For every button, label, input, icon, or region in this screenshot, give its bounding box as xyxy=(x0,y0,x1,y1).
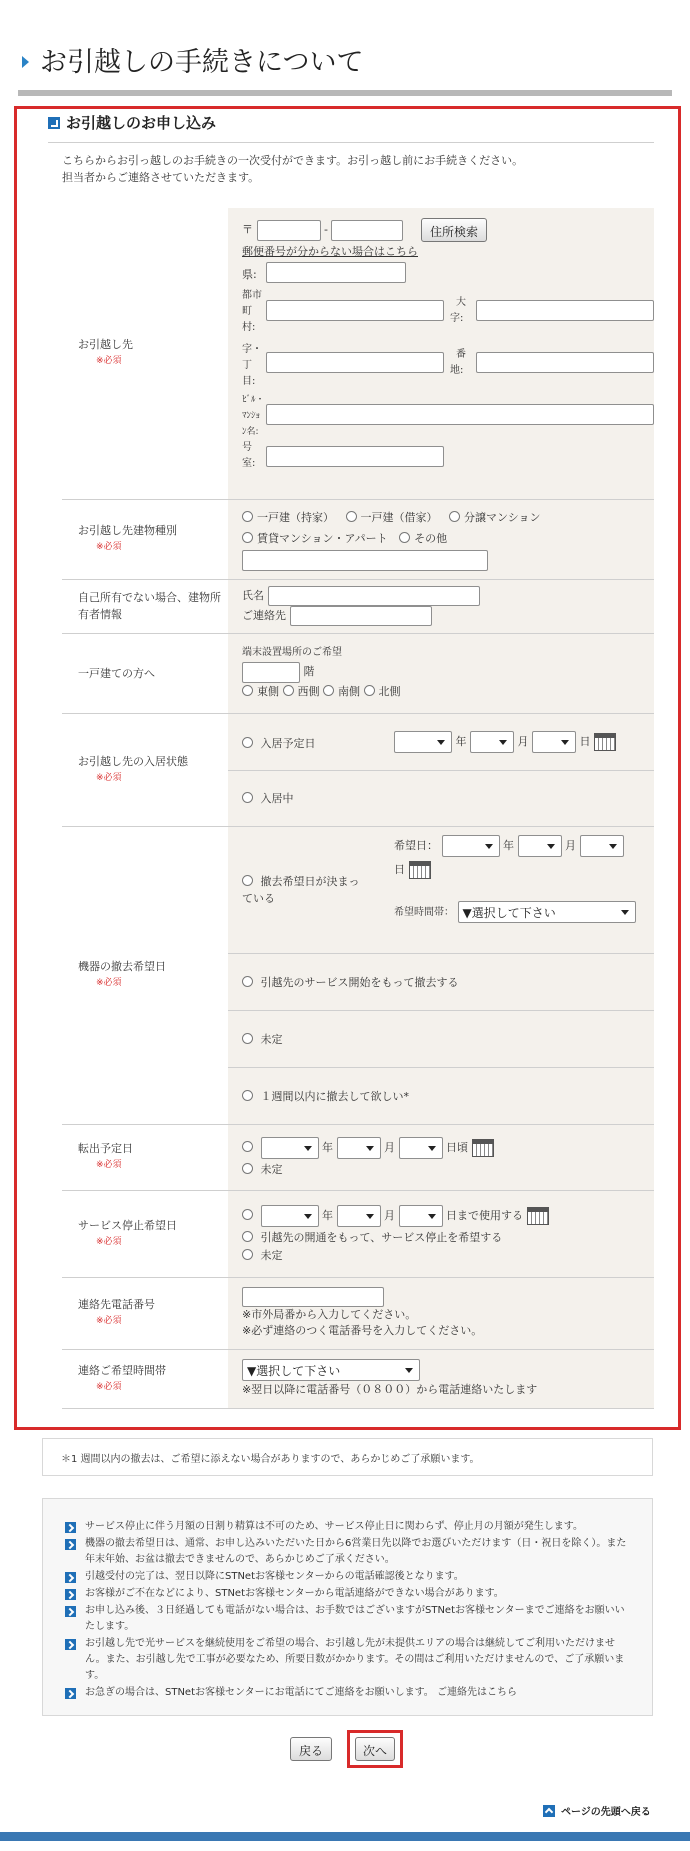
page-top-link[interactable]: ページの先頭へ戻る xyxy=(543,1803,651,1818)
footer-bar xyxy=(0,1832,690,1841)
service-stop-label-cell xyxy=(62,1190,228,1277)
arrow-up-icon xyxy=(543,1805,555,1817)
row-moveout xyxy=(62,1124,654,1190)
service-stop-fields xyxy=(228,1190,654,1277)
postal-code-2-input[interactable] xyxy=(331,220,403,241)
required-mark: ※必須 xyxy=(96,772,122,783)
oaza-label-2: 字: xyxy=(450,313,464,324)
radio-icon[interactable] xyxy=(242,792,253,803)
postal-separator: - xyxy=(324,223,328,236)
month-label: 月 xyxy=(565,838,576,852)
radio-icon[interactable] xyxy=(364,685,375,696)
day-suffix-label: 日まで使用する xyxy=(446,1208,523,1222)
banchi-input[interactable] xyxy=(476,352,654,373)
month-label: 月 xyxy=(517,734,529,748)
notice-item: お急ぎの場合は、STNetお客様センターにお電話にてご連絡をお願いします。 ご連絡先はこちら xyxy=(65,1685,634,1701)
moveout-undecided-option[interactable]: 未定 xyxy=(242,1161,644,1177)
radio-icon[interactable] xyxy=(242,1249,253,1260)
year-label: 年 xyxy=(455,734,467,748)
chome-label-1: 字・ xyxy=(242,344,262,355)
direction-west[interactable]: 西側 xyxy=(283,685,320,698)
phone-input[interactable] xyxy=(242,1287,384,1307)
title-arrow-icon xyxy=(22,56,29,68)
radio-icon[interactable] xyxy=(242,511,253,522)
row-address xyxy=(62,208,654,499)
radio-icon[interactable] xyxy=(242,976,253,987)
city-label-3: 村: xyxy=(242,322,256,333)
intro-line-2: 担当者からご連絡させていただきます。 xyxy=(62,171,260,184)
calendar-icon[interactable] xyxy=(527,1207,549,1225)
removal-time-select[interactable]: ▼選択して下さい xyxy=(458,901,636,923)
move-in-month-select[interactable] xyxy=(470,731,514,753)
direction-south[interactable]: 南側 xyxy=(323,685,360,698)
section-divider xyxy=(48,142,654,143)
notice-item: 引越受付の完了は、翌日以降にSTNetお客様センターからの電話確認後となります。 xyxy=(65,1569,634,1585)
row-move-in-1 xyxy=(62,713,654,770)
owner-contact-input[interactable] xyxy=(290,606,432,626)
building-type-option-3[interactable]: 分譲マンション xyxy=(449,511,541,524)
year-label: 年 xyxy=(322,1208,333,1222)
page-title: お引越しの手続きについて xyxy=(40,47,364,78)
banchi-label-2: 地: xyxy=(450,365,464,376)
removal-undecided-option[interactable]: 未定 xyxy=(242,1033,283,1046)
owner-name-input[interactable] xyxy=(268,586,480,606)
city-label-1: 都市 xyxy=(242,290,262,301)
intro-line-1: こちらからお引っ越しのお手続きの一次受付ができます。お引っ越し前にお手続きください。 xyxy=(62,154,524,167)
calendar-icon[interactable] xyxy=(409,861,431,879)
move-in-label: お引越し先の入居状態 xyxy=(78,754,188,768)
required-mark: ※必須 xyxy=(96,1381,122,1392)
removal-time-label: 希望時間帯： xyxy=(394,906,454,918)
phone-fields xyxy=(228,1277,654,1349)
postal-code-1-input[interactable] xyxy=(257,220,321,241)
building-input[interactable] xyxy=(266,404,654,425)
building-type-option-2[interactable]: 一戸建（借家） xyxy=(346,511,438,524)
contact-time-label-cell xyxy=(62,1349,228,1408)
direction-north[interactable]: 北側 xyxy=(364,685,401,698)
service-stop-day-select[interactable] xyxy=(399,1205,443,1227)
phone-label-cell xyxy=(62,1277,228,1349)
room-input[interactable] xyxy=(266,446,444,467)
service-stop-undecided-option[interactable]: 未定 xyxy=(242,1247,644,1263)
page-title-area xyxy=(18,40,672,94)
application-form xyxy=(62,208,654,1409)
service-stop-with-open-option[interactable]: 引越先の開通をもって、サービス停止を希望する xyxy=(242,1229,644,1245)
removal-label: 機器の撤去希望日 xyxy=(78,960,166,973)
bullet-arrow-icon xyxy=(65,1539,76,1550)
moveout-day-select[interactable] xyxy=(399,1137,443,1159)
moveout-year-select[interactable] xyxy=(261,1137,319,1159)
building-type-option-5[interactable]: その他 xyxy=(399,532,447,545)
removal-within-week xyxy=(228,1067,654,1124)
removal-label-cell xyxy=(62,826,228,1124)
title-divider xyxy=(18,90,672,96)
building-label-1: ﾋﾞﾙ・ xyxy=(242,395,265,405)
banchi-label-1: 番 xyxy=(456,349,466,360)
floor-input[interactable] xyxy=(242,662,300,683)
building-type-option-4[interactable]: 賃貸マンション・アパート xyxy=(242,532,388,545)
building-type-label-cell xyxy=(62,499,228,579)
removal-undecided xyxy=(228,1010,654,1067)
back-button[interactable]: 戻る xyxy=(290,1737,332,1761)
phone-note-2: ※必ず連絡のつく電話番号を入力してください。 xyxy=(242,1324,483,1337)
month-label: 月 xyxy=(384,1141,395,1154)
removal-year-select[interactable] xyxy=(442,835,500,857)
radio-icon[interactable] xyxy=(346,511,357,522)
oaza-label-1: 大 xyxy=(456,297,466,308)
row-contact-time xyxy=(62,1349,654,1408)
removal-date-label: 希望日： xyxy=(394,838,438,852)
calendar-icon[interactable] xyxy=(472,1139,494,1157)
contact-time-note: ※翌日以降に電話番号（０８００）から電話連絡いたします xyxy=(242,1382,538,1396)
removal-day-select[interactable] xyxy=(580,835,624,857)
removal-month-select[interactable] xyxy=(518,835,562,857)
radio-icon[interactable] xyxy=(242,737,253,748)
day-label: 日 xyxy=(394,862,405,876)
radio-icon[interactable] xyxy=(283,685,294,696)
row-service-stop xyxy=(62,1190,654,1277)
prefecture-label: 県: xyxy=(242,268,257,281)
moveout-label: 転出予定日 xyxy=(78,1142,133,1155)
radio-icon[interactable] xyxy=(242,1231,253,1242)
notice-item: お申し込み後、３日経過しても電話がない場合は、お手数ではございますがSTNetお客様センターまでご連絡をお願いいたします。 xyxy=(65,1603,634,1635)
bullet-arrow-icon xyxy=(65,1589,76,1600)
building-type-other-input[interactable] xyxy=(242,550,488,571)
radio-icon[interactable] xyxy=(242,532,253,543)
moveout-month-select[interactable] xyxy=(337,1137,381,1159)
house-label: 一戸建ての方へ xyxy=(78,666,155,680)
removal-fixed xyxy=(228,826,654,953)
building-label-2: ﾏﾝｼｮ xyxy=(242,411,261,421)
next-button[interactable]: 次へ xyxy=(355,1737,395,1761)
radio-icon[interactable] xyxy=(449,511,460,522)
radio-icon[interactable] xyxy=(242,875,253,886)
row-owner-info xyxy=(62,579,654,633)
notice-item: 機器の撤去希望日は、通常、お申し込みいただいた日から6営業日先以降でお選びいただけます（日・祝日を除く）。また年末年始、お盆は撤去できませんので、あらかじめご了承ください。 xyxy=(65,1536,634,1568)
house-fields xyxy=(228,633,654,713)
building-type-label: お引越し先建物種別 xyxy=(78,524,177,537)
bullet-arrow-icon xyxy=(65,1688,76,1699)
calendar-icon[interactable] xyxy=(594,733,616,751)
move-in-current-option[interactable]: 入居中 xyxy=(242,792,294,805)
contact-time-select[interactable]: ▼選択して下さい xyxy=(242,1359,420,1381)
room-label-1: 号 xyxy=(242,442,252,453)
move-in-year-select[interactable] xyxy=(394,731,452,753)
required-mark: ※必須 xyxy=(96,542,122,552)
row-phone xyxy=(62,1277,654,1349)
footnote-box: ＊1 週間以内の撤去は、ご希望に添えない場合がありますので、あらかじめご了承願います。 xyxy=(42,1438,653,1476)
row-house xyxy=(62,633,654,713)
prefecture-input[interactable] xyxy=(266,262,406,283)
required-mark: ※必須 xyxy=(96,1316,122,1326)
moveout-label-cell xyxy=(62,1124,228,1190)
direction-east[interactable]: 東側 xyxy=(242,685,279,698)
next-button-highlight xyxy=(347,1730,403,1768)
removal-within-week-option[interactable]: １週間以内に撤去して欲しい* xyxy=(242,1090,409,1103)
required-mark: ※必須 xyxy=(96,356,122,367)
back-button-wrap xyxy=(290,1737,332,1763)
radio-icon[interactable] xyxy=(242,1033,253,1044)
intro-text xyxy=(62,152,652,186)
removal-with-service-option[interactable]: 引越先のサービス開始をもって撤去する xyxy=(242,976,459,989)
owner-info-label-cell xyxy=(62,579,228,633)
bullet-arrow-icon xyxy=(65,1606,76,1617)
radio-icon[interactable] xyxy=(323,685,334,696)
owner-name-label: 氏名 xyxy=(242,589,264,602)
day-label: 日 xyxy=(579,734,591,748)
section-heading xyxy=(48,112,216,136)
month-label: 月 xyxy=(384,1208,395,1222)
notices-box xyxy=(42,1498,653,1716)
address-fields xyxy=(228,208,654,499)
address-label: お引越し先 xyxy=(78,338,133,352)
house-hint: 端末設置場所のご希望 xyxy=(242,647,342,658)
postal-mark: 〒 xyxy=(242,223,253,236)
notice-item: お引越し先で光サービスを継続使用をご希望の場合、お引越し先が未提供エリアの場合は継続してご利用いただけません。また、お引越し先で工事が必要なため、所要日数がかかります。その間はご利用いただけませんので、ご了承願います。 xyxy=(65,1636,634,1684)
phone-note-1: ※市外局番から入力してください。 xyxy=(242,1308,417,1321)
owner-info-label: 自己所有でない場合、建物所有者情報 xyxy=(78,591,221,621)
bullet-arrow-icon xyxy=(65,1522,76,1533)
floor-unit: 階 xyxy=(303,665,315,678)
service-stop-year-select[interactable] xyxy=(261,1205,319,1227)
section-title: お引越しのお申し込み xyxy=(66,114,217,132)
owner-contact-label: ご連絡先 xyxy=(242,609,286,622)
service-stop-label: サービス停止希望日 xyxy=(78,1218,177,1232)
phone-label: 連絡先電話番号 xyxy=(78,1298,155,1311)
radio-icon[interactable] xyxy=(242,1163,253,1174)
row-removal-1 xyxy=(62,826,654,953)
oaza-input[interactable] xyxy=(476,300,654,321)
notice-item: サービス停止に伴う月額の日割り精算は不可のため、サービス停止日に関わらず、停止月の月額が発生します。 xyxy=(65,1519,634,1535)
building-type-options xyxy=(228,499,654,579)
bullet-arrow-icon xyxy=(65,1639,76,1650)
radio-icon[interactable] xyxy=(242,685,253,696)
required-mark: ※必須 xyxy=(96,1236,122,1247)
radio-icon[interactable] xyxy=(242,1090,253,1101)
year-label: 年 xyxy=(503,838,514,852)
radio-icon[interactable] xyxy=(399,532,410,543)
removal-with-service xyxy=(228,953,654,1010)
chome-input[interactable] xyxy=(266,352,444,373)
address-search-button[interactable]: 住所検索 xyxy=(421,218,487,242)
bullet-arrow-icon xyxy=(65,1572,76,1583)
section-arrow-icon xyxy=(48,117,60,129)
city-input[interactable] xyxy=(266,300,444,321)
row-building-type xyxy=(62,499,654,579)
service-stop-date-radio[interactable] xyxy=(242,1209,253,1220)
postal-lookup-link[interactable]: 郵便番号が分からない場合はこちら xyxy=(242,245,418,258)
move-in-day-select[interactable] xyxy=(532,731,576,753)
day-suffix-label: 日頃 xyxy=(446,1141,468,1154)
move-in-planned-option[interactable]: 入居予定日 xyxy=(242,735,316,751)
room-label-2: 室: xyxy=(242,458,256,469)
address-label-cell xyxy=(62,208,228,499)
moveout-fields xyxy=(228,1124,654,1190)
move-in-planned xyxy=(228,713,654,770)
chome-label-3: 目: xyxy=(242,376,256,387)
required-mark: ※必須 xyxy=(96,978,122,988)
required-mark: ※必須 xyxy=(96,1160,122,1170)
contact-time-fields xyxy=(228,1349,654,1408)
building-type-option-1[interactable]: 一戸建（持家） xyxy=(242,511,334,524)
year-label: 年 xyxy=(322,1141,333,1154)
building-label-3: ﾝ名: xyxy=(242,427,259,437)
house-label-cell xyxy=(62,633,228,713)
notice-item: お客様がご不在などにより、STNetお客様センターから電話連絡ができない場合があります。 xyxy=(65,1586,634,1602)
service-stop-month-select[interactable] xyxy=(337,1205,381,1227)
contact-time-label: 連絡ご希望時間帯 xyxy=(78,1363,166,1377)
city-label-2: 町 xyxy=(242,306,252,317)
move-in-label-cell xyxy=(62,713,228,826)
chome-label-2: 丁 xyxy=(242,360,252,371)
moveout-date-radio[interactable] xyxy=(242,1141,253,1152)
owner-info-fields xyxy=(228,579,654,633)
removal-fixed-option[interactable]: 撤去希望日が決まっ ている xyxy=(242,874,360,905)
move-in-current xyxy=(228,770,654,826)
